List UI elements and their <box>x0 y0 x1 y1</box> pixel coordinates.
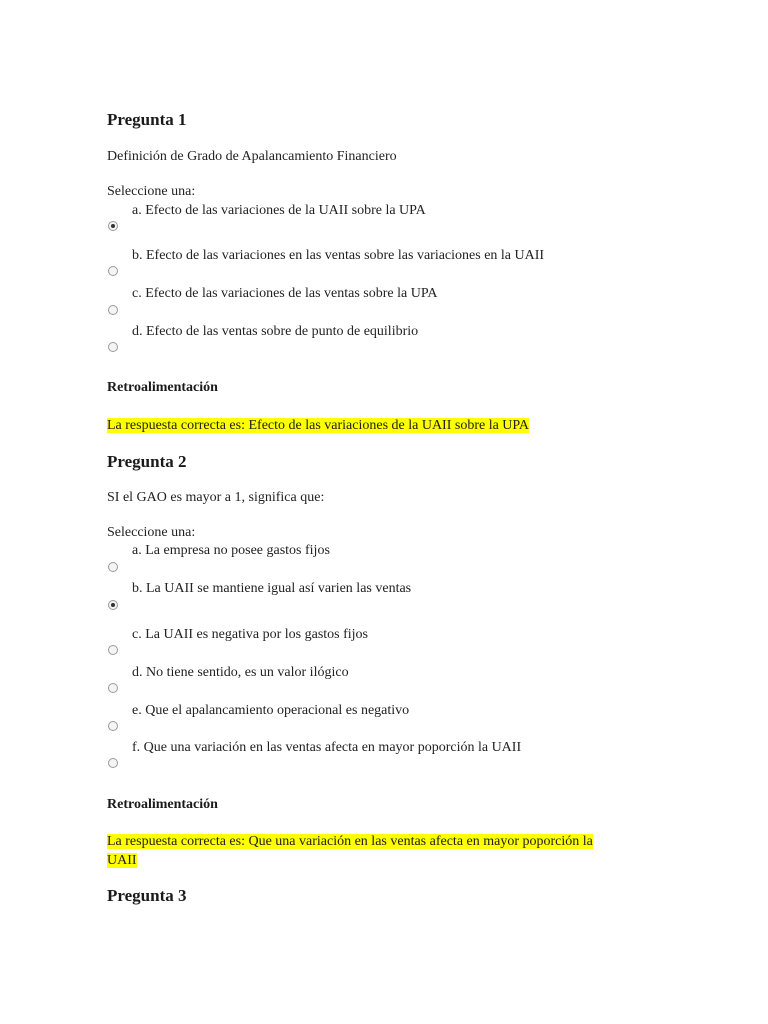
question-2-option-b-label: b. La UAII se mantiene igual así varien las ventas <box>132 581 412 596</box>
question-2-option-e-radio[interactable] <box>108 721 118 731</box>
question-1-option-c-label: c. Efecto de las variaciones de las ventas sobre la UPA <box>132 286 438 301</box>
question-1-option-b-label: b. Efecto de las variaciones en las ventas sobre las variaciones en la UAII <box>132 248 545 263</box>
question-1-select-label: Seleccione una: <box>107 184 196 199</box>
question-2-option-a-radio[interactable] <box>108 562 118 572</box>
question-2-feedback-line-1: La respuesta correcta es: Que una variación en las ventas afecta en mayor poporción la <box>107 834 593 849</box>
question-1-feedback <box>107 416 529 435</box>
question-2-option-f-label: f. Que una variación en las ventas afecta en mayor poporción la UAII <box>132 740 522 755</box>
question-2-feedback-line-2: UAII <box>107 853 137 868</box>
question-1-option-a-label: a. Efecto de las variaciones de la UAII sobre la UPA <box>132 203 426 218</box>
question-1-option-d-radio[interactable] <box>108 342 118 352</box>
question-2-option-a-label: a. La empresa no posee gastos fijos <box>132 543 330 558</box>
question-2-select-label: Seleccione una: <box>107 525 196 540</box>
question-2-option-f-radio[interactable] <box>108 758 118 768</box>
question-2-heading: Pregunta 2 <box>107 452 187 471</box>
question-2-option-e-label: e. Que el apalancamiento operacional es negativo <box>132 703 410 718</box>
question-1-feedback-line-1: La respuesta correcta es: Efecto de las variaciones de la UAII sobre la UPA <box>107 418 530 433</box>
question-1-prompt: Definición de Grado de Apalancamiento Financiero <box>107 149 397 164</box>
question-2-option-d-radio[interactable] <box>108 683 118 693</box>
question-2-option-c-radio[interactable] <box>108 645 118 655</box>
question-2-prompt: SI el GAO es mayor a 1, significa que: <box>107 490 325 505</box>
question-2-feedback-title: Retroalimentación <box>107 797 218 812</box>
question-1-heading: Pregunta 1 <box>107 110 187 129</box>
question-2-option-d-label: d. No tiene sentido, es un valor ilógico <box>132 665 349 680</box>
question-1-option-d-label: d. Efecto de las ventas sobre de punto de equilibrio <box>132 324 419 339</box>
question-1-option-a-radio[interactable] <box>108 221 118 231</box>
question-1-option-b-radio[interactable] <box>108 266 118 276</box>
question-3-heading: Pregunta 3 <box>107 886 187 905</box>
question-2-option-b-radio[interactable] <box>108 600 118 610</box>
question-1-option-c-radio[interactable] <box>108 305 118 315</box>
question-2-feedback <box>107 832 593 870</box>
question-1-feedback-title: Retroalimentación <box>107 380 218 395</box>
question-2-option-c-label: c. La UAII es negativa por los gastos fijos <box>132 627 368 642</box>
